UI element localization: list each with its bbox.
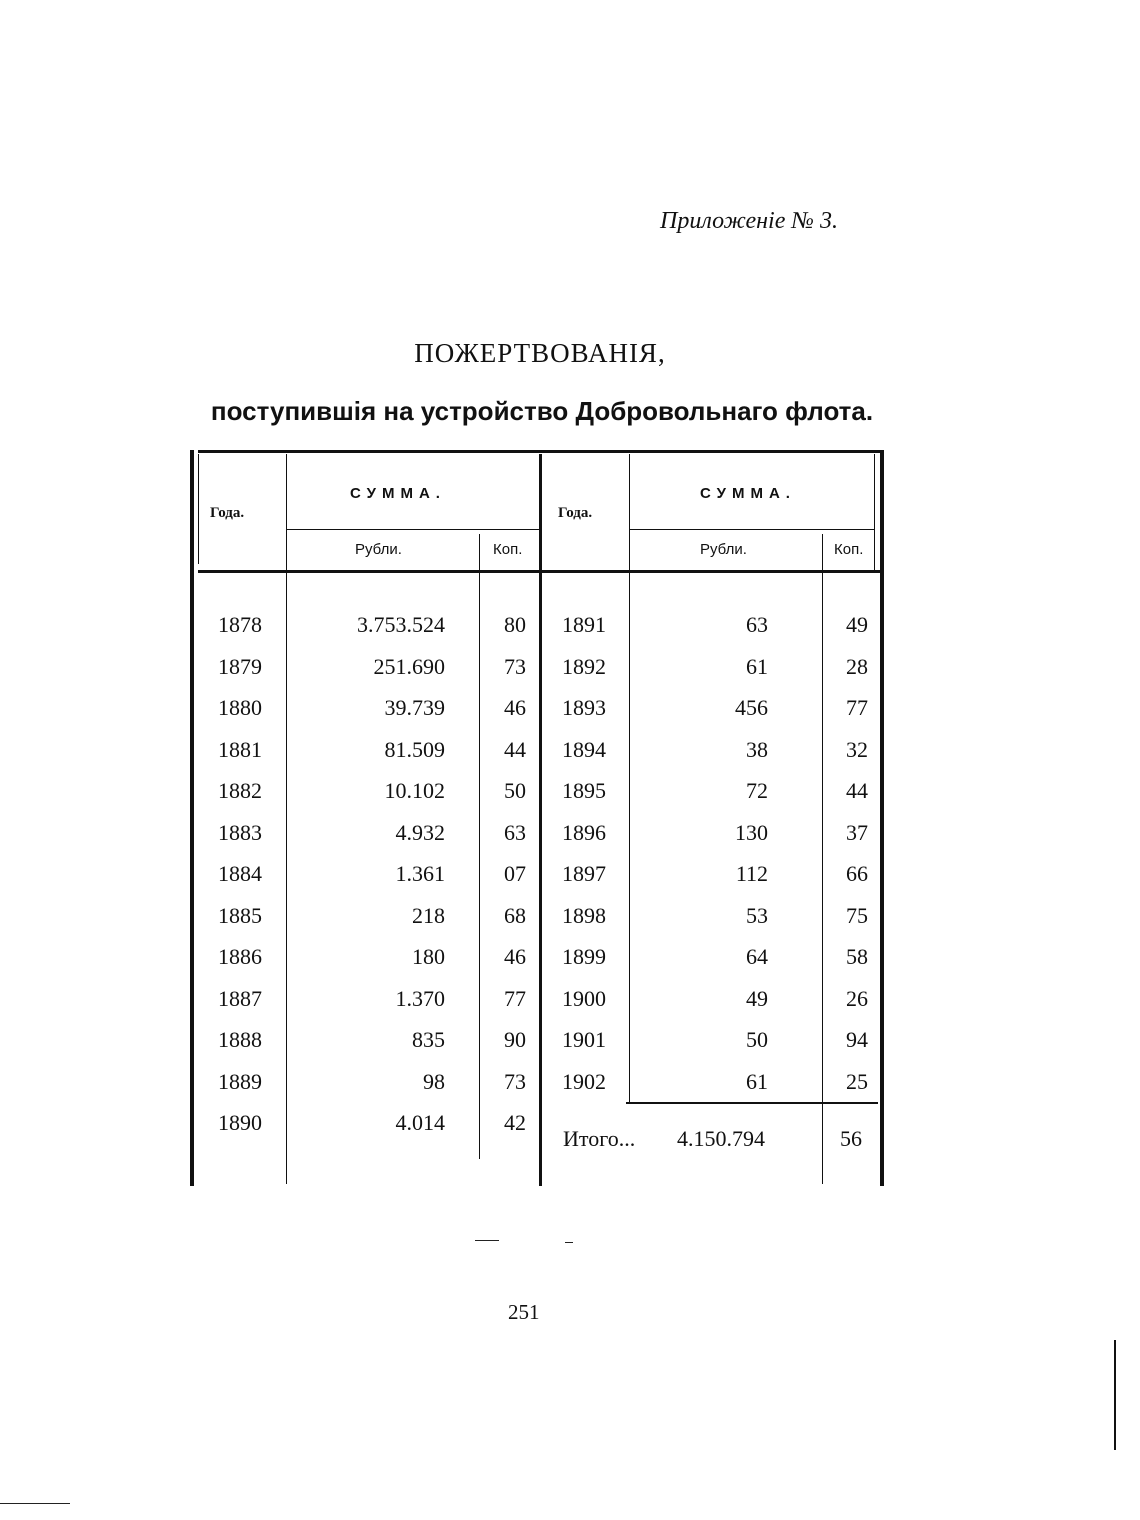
right-row-year: 1892: [562, 654, 606, 679]
right-row-rubles: 130: [735, 820, 768, 845]
appendix-label: Приложеніе № 3.: [660, 208, 839, 234]
left-row-kopecks: 46: [504, 944, 526, 969]
header-rubles-left: Рубли.: [355, 541, 402, 558]
total-rubles: 4.150.794: [677, 1126, 765, 1151]
right-row-year: 1895: [562, 778, 606, 803]
right-row-rubles: 64: [746, 944, 768, 969]
right-row-kopecks: 26: [846, 986, 868, 1011]
right-row-rubles: 61: [746, 654, 768, 679]
left-row-year: 1884: [218, 861, 262, 886]
table-left-border-inner: [198, 454, 199, 564]
header-rubles-right: Рубли.: [700, 541, 747, 558]
table-right-border-inner: [874, 454, 875, 570]
right-row-rubles: 61: [746, 1069, 768, 1094]
left-row-kopecks: 46: [504, 695, 526, 720]
table-divider-rub-kop-left: [479, 534, 480, 1159]
left-row-year: 1883: [218, 820, 262, 845]
left-row-kopecks: 50: [504, 778, 526, 803]
right-row-rubles: 49: [746, 986, 768, 1011]
left-row-year: 1880: [218, 695, 262, 720]
left-row-rubles: 10.102: [384, 778, 445, 803]
right-row-year: 1899: [562, 944, 606, 969]
right-row-rubles: 456: [735, 695, 768, 720]
left-row-rubles: 4.014: [395, 1110, 445, 1135]
left-row-kopecks: 44: [504, 737, 526, 762]
right-row-kopecks: 44: [846, 778, 868, 803]
header-bottom-line: [198, 570, 882, 573]
left-row-rubles: 218: [412, 903, 445, 928]
left-row-kopecks: 42: [504, 1110, 526, 1135]
right-row-kopecks: 49: [846, 612, 868, 637]
left-row-year: 1878: [218, 612, 262, 637]
page-number: 251: [508, 1300, 540, 1324]
total-label: Итого...: [563, 1126, 636, 1151]
left-row-kopecks: 68: [504, 903, 526, 928]
left-row-kopecks: 80: [504, 612, 526, 637]
left-row-kopecks: 90: [504, 1027, 526, 1052]
header-year-left: Года.: [210, 505, 245, 521]
left-row-year: 1879: [218, 654, 262, 679]
table-left-border: [190, 450, 194, 1186]
total-separator-line: [626, 1102, 878, 1104]
left-row-year: 1890: [218, 1110, 262, 1135]
left-row-year: 1889: [218, 1069, 262, 1094]
right-row-year: 1898: [562, 903, 606, 928]
right-row-rubles: 63: [746, 612, 768, 637]
sum-subheader-line-left: [287, 529, 539, 530]
right-row-kopecks: 28: [846, 654, 868, 679]
left-row-year: 1885: [218, 903, 262, 928]
header-kopecks-right: Коп.: [834, 541, 864, 558]
footer-mark: [0, 1503, 70, 1504]
right-row-year: 1902: [562, 1069, 606, 1094]
left-row-year: 1886: [218, 944, 262, 969]
right-row-kopecks: 77: [846, 695, 868, 720]
left-row-kopecks: 07: [504, 861, 526, 886]
left-row-year: 1888: [218, 1027, 262, 1052]
page-title: ПОЖЕРТВОВАНІЯ,: [414, 338, 666, 368]
left-row-rubles: 3.753.524: [357, 612, 445, 637]
right-row-kopecks: 94: [846, 1027, 868, 1052]
left-row-rubles: 1.370: [395, 986, 445, 1011]
left-row-kopecks: 73: [504, 1069, 526, 1094]
right-row-kopecks: 32: [846, 737, 868, 762]
right-row-kopecks: 66: [846, 861, 868, 886]
left-row-year: 1881: [218, 737, 262, 762]
left-row-rubles: 1.361: [395, 861, 445, 886]
table-center-divider: [539, 454, 542, 1186]
right-row-year: 1896: [562, 820, 606, 845]
right-row-year: 1900: [562, 986, 606, 1011]
sum-subheader-line-right: [630, 529, 875, 530]
right-row-year: 1901: [562, 1027, 606, 1052]
left-row-rubles: 251.690: [373, 654, 445, 679]
page-subtitle: поступившія на устройство Добровольнаго флота.: [210, 396, 874, 426]
right-row-rubles: 53: [746, 903, 768, 928]
table-right-border: [880, 450, 884, 1186]
left-row-rubles: 98: [423, 1069, 445, 1094]
table-top-border: [198, 450, 884, 453]
header-sum-left: СУММА.: [350, 485, 446, 502]
left-row-rubles: 835: [412, 1027, 445, 1052]
right-row-kopecks: 37: [846, 820, 868, 845]
right-row-year: 1893: [562, 695, 606, 720]
header-year-right: Года.: [558, 505, 593, 521]
left-row-kopecks: 63: [504, 820, 526, 845]
ornament-dash-2: [565, 1242, 573, 1243]
left-row-kopecks: 73: [504, 654, 526, 679]
left-row-rubles: 4.932: [395, 820, 445, 845]
header-sum-right: СУММА.: [700, 485, 796, 502]
header-kopecks-left: Коп.: [493, 541, 523, 558]
right-row-rubles: 112: [735, 861, 768, 886]
left-row-rubles: 39.739: [384, 695, 445, 720]
right-row-kopecks: 75: [846, 903, 868, 928]
left-row-rubles: 180: [412, 944, 445, 969]
edge-mark: [1114, 1340, 1116, 1450]
table-divider-rub-kop-right: [822, 534, 823, 1184]
donations-table: [190, 450, 890, 1186]
right-row-kopecks: 58: [846, 944, 868, 969]
right-row-rubles: 50: [746, 1027, 768, 1052]
left-row-year: 1887: [218, 986, 262, 1011]
right-row-kopecks: 25: [846, 1069, 868, 1094]
right-row-year: 1897: [562, 861, 606, 886]
right-row-year: 1891: [562, 612, 606, 637]
total-kopecks: 56: [840, 1126, 862, 1151]
right-row-rubles: 38: [746, 737, 768, 762]
right-row-year: 1894: [562, 737, 606, 762]
left-row-kopecks: 77: [504, 986, 526, 1011]
left-row-rubles: 81.509: [384, 737, 445, 762]
right-row-rubles: 72: [746, 778, 768, 803]
ornament-dash: [475, 1240, 499, 1241]
left-row-year: 1882: [218, 778, 262, 803]
